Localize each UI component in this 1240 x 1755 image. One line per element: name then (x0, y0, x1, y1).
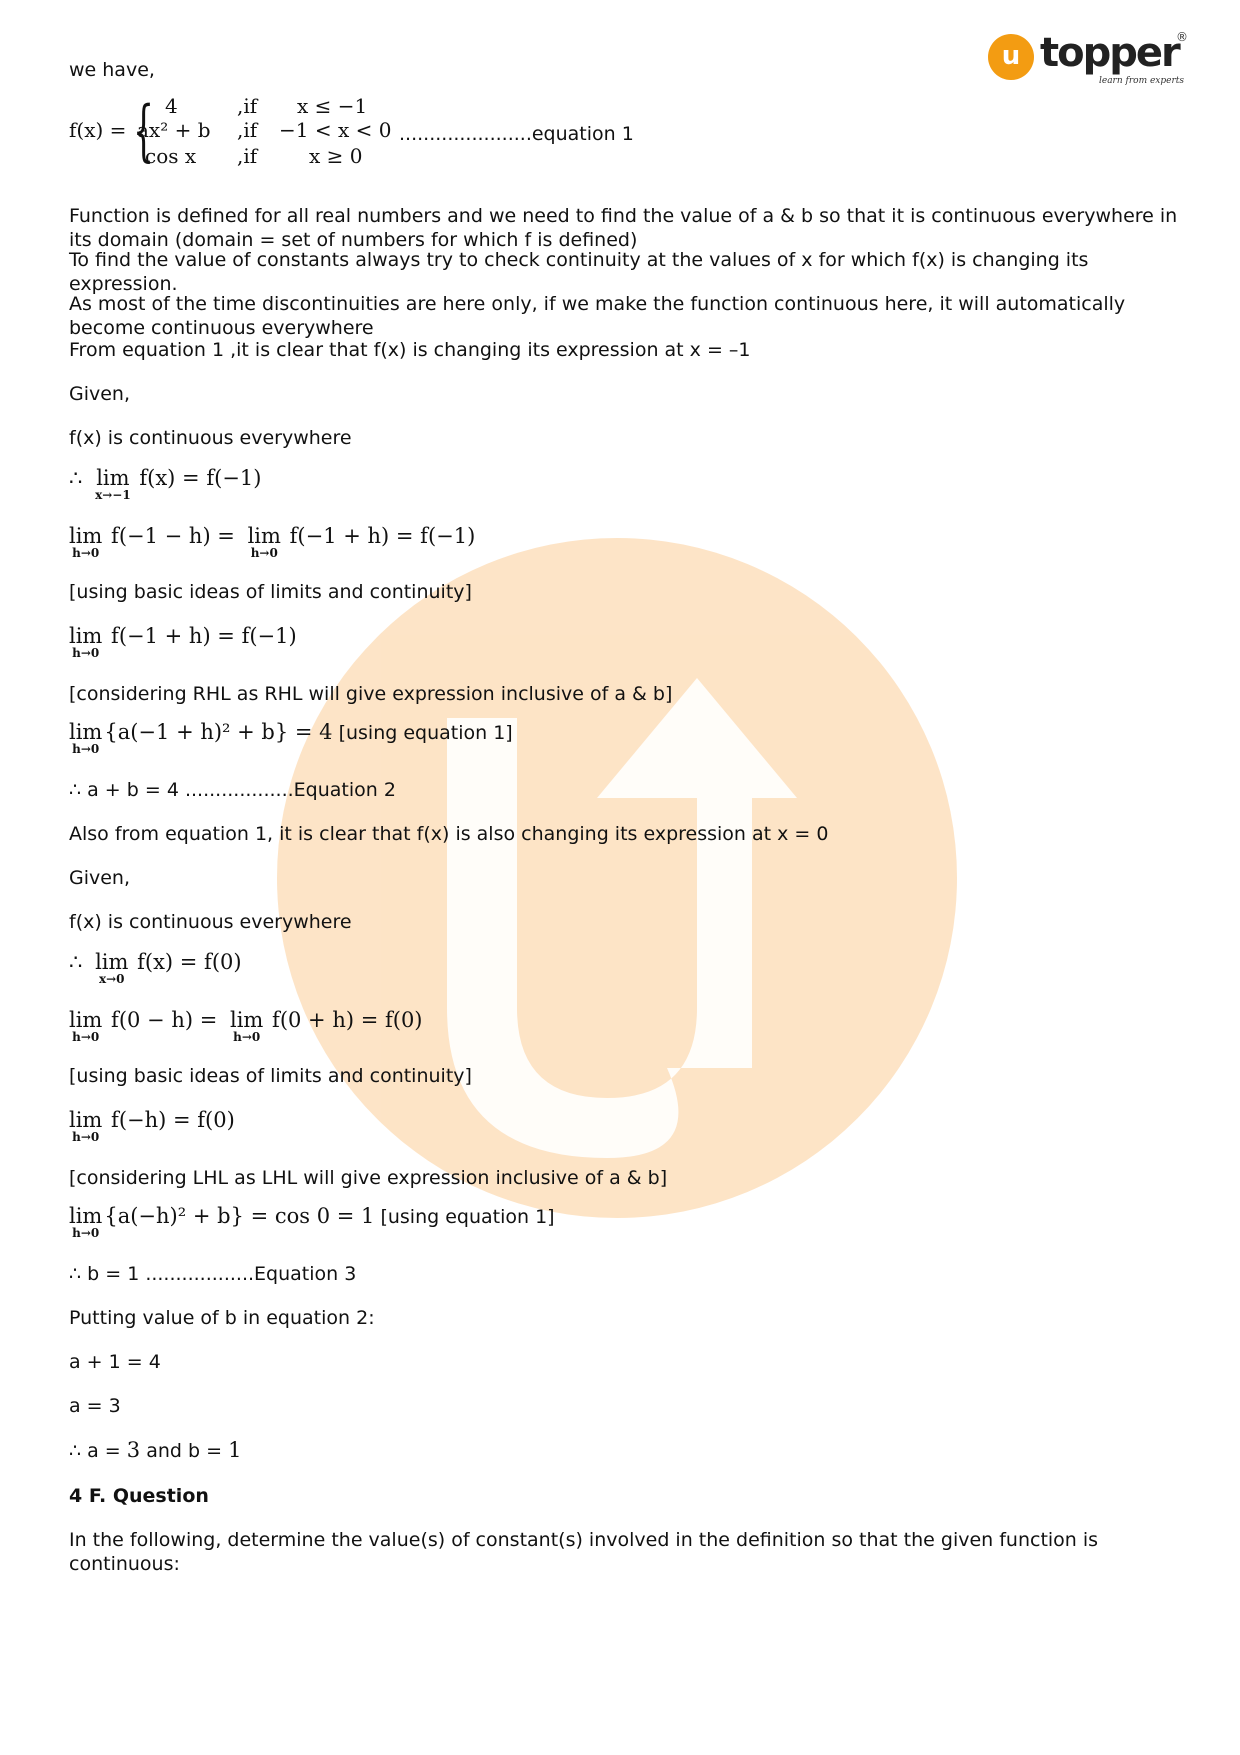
limit-expression: f(x) = f(0) (137, 950, 242, 974)
therefore-symbol: ∴ (69, 950, 83, 974)
watermark-arrow-icon (277, 538, 957, 1218)
paragraph-3: As most of the time discontinuities are here only, if we make the function continuous here, it will automatically become continuous everywhere (69, 293, 1126, 339)
logo-mark: u (988, 34, 1034, 80)
logo-tagline: learn from experts (1098, 76, 1184, 86)
limit-equation-8 (69, 1204, 555, 1238)
therefore-symbol: ∴ (69, 466, 83, 490)
registered-mark: ® (1176, 30, 1188, 44)
topper-logo[interactable] (988, 30, 1188, 90)
limit-equation-1 (69, 466, 261, 500)
brace-icon: { (133, 92, 154, 169)
piece-expr-3: cos x (145, 144, 197, 168)
watermark-circle (277, 538, 957, 1218)
piecewise-definition (69, 94, 769, 174)
limit-expression: f(−1 + h) = f(−1) (111, 624, 297, 648)
value-a: 3 (126, 1438, 141, 1462)
limit-equation-4 (69, 720, 513, 754)
limit-equation-3 (69, 624, 297, 658)
limit-operator: lim h→0 (69, 720, 103, 756)
paragraph-1: Function is defined for all real numbers and we need to find the value of a & b so that it is continuous everywhere in its domain (domain = set of numbers for which f is defined) (69, 205, 1178, 251)
limit-expression: {a(−1 + h)² + b} = 4 (104, 720, 333, 744)
limit-operator: lim h→0 (69, 1008, 103, 1044)
limit-operator: lim x→0 (95, 950, 129, 986)
given-label-2: Given, (69, 867, 131, 889)
lhl-note: [considering LHL as LHL will give expression inclusive of a & b] (69, 1167, 668, 1189)
final-prefix: ∴ a = (69, 1440, 121, 1462)
piece-expr-2: ax² + b (137, 118, 211, 142)
piece-range-3: x ≥ 0 (309, 144, 363, 168)
question-heading: 4 F. Question (69, 1485, 209, 1507)
limit-operator: lim h→0 (69, 1204, 103, 1240)
limit-equation-2 (69, 524, 475, 558)
rhl-note: [considering RHL as RHL will give expression inclusive of a & b] (69, 683, 673, 705)
limit-expression: f(−1 + h) = f(−1) (289, 524, 476, 548)
piecewise-lhs: f(x) = (69, 118, 127, 142)
piece-cond-3: ,if (237, 144, 258, 168)
limit-expression: {a(−h)² + b} = cos 0 = 1 (104, 1204, 375, 1228)
continuity-statement-2: f(x) is continuous everywhere (69, 911, 352, 933)
limit-expression: f(0 + h) = f(0) (272, 1008, 423, 1032)
limit-equation-5 (69, 950, 242, 984)
limit-expression: f(−1 − h) = (111, 524, 235, 548)
piece-cond-2: ,if (237, 118, 258, 142)
step-2: a = 3 (69, 1395, 121, 1417)
given-label-1: Given, (69, 383, 131, 405)
paragraph-5: Also from equation 1, it is clear that f(x) is also changing its expression at x = 0 (69, 823, 829, 845)
equation-reference: [using equation 1] (380, 1206, 555, 1228)
value-b: 1 (228, 1438, 242, 1462)
limit-operator: lim h→0 (69, 1108, 103, 1144)
limit-equation-7 (69, 1108, 235, 1142)
logo-wordmark: topper (1040, 30, 1179, 76)
limit-expression: f(x) = f(−1) (139, 466, 262, 490)
paragraph-4: From equation 1 ,it is clear that f(x) is changing its expression at x = –1 (69, 339, 751, 361)
limit-operator: lim h→0 (230, 1008, 264, 1044)
final-answer (69, 1438, 241, 1463)
limit-operator: lim x→−1 (95, 466, 131, 502)
basic-ideas-note-1: [using basic ideas of limits and continuity] (69, 581, 472, 603)
intro-text: we have, (69, 59, 155, 81)
equation-3-result: ∴ b = 1 ..................Equation 3 (69, 1263, 357, 1285)
basic-ideas-note-2: [using basic ideas of limits and continuity] (69, 1065, 472, 1087)
piece-expr-1: 4 (165, 94, 178, 118)
continuity-statement-1: f(x) is continuous everywhere (69, 427, 352, 449)
equation-reference: [using equation 1] (338, 722, 513, 744)
equation-2-result: ∴ a + b = 4 ..................Equation 2 (69, 779, 396, 801)
piece-range-2: −1 < x < 0 (279, 118, 392, 142)
limit-operator: lim h→0 (69, 524, 103, 560)
limit-expression: f(0 − h) = (111, 1008, 218, 1032)
question-text: In the following, determine the value(s) of constant(s) involved in the definition so that the given function is continuous: (69, 1529, 1099, 1575)
paragraph-2: To find the value of constants always try to check continuity at the values of x for which f(x) is changing its expression. (69, 249, 1089, 295)
limit-operator: lim h→0 (69, 624, 103, 660)
limit-equation-6 (69, 1008, 423, 1042)
limit-expression: f(−h) = f(0) (111, 1108, 235, 1132)
step-1: a + 1 = 4 (69, 1351, 161, 1373)
piece-cond-1: ,if (237, 94, 258, 118)
piece-range-1: x ≤ −1 (297, 94, 368, 118)
limit-operator: lim h→0 (247, 524, 281, 560)
final-mid: and b = (146, 1440, 223, 1462)
equation-1-tag: ......................equation 1 (399, 123, 634, 145)
substitution-text: Putting value of b in equation 2: (69, 1307, 375, 1329)
